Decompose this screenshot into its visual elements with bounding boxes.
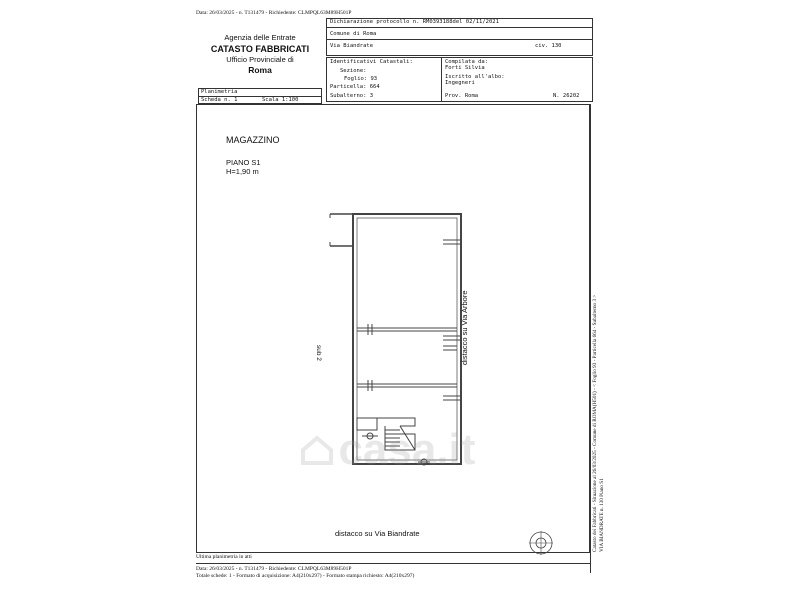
albo-label: Iscritto all'albo: — [445, 74, 505, 80]
agency-name: Agenzia delle Entrate — [224, 33, 296, 42]
catasto-title: CATASTO FABBRICATI — [210, 44, 310, 54]
foglio-value: Foglio: 93 — [344, 76, 378, 82]
albo-value: Ingegneri — [445, 80, 475, 86]
agency-block — [196, 24, 324, 75]
footer-data-line: Data: 26/03/2025 - n. T131479 - Richiedente: CLMPQL63M89H501P — [196, 566, 352, 572]
last-plan-note: Ultima planimetria in atti — [196, 554, 252, 560]
footer-divider — [196, 563, 590, 564]
north-arrow-icon — [527, 529, 555, 557]
scheda-label: Scheda n. 1 — [201, 97, 238, 103]
right-margin-line — [590, 104, 591, 573]
civic-number: civ. 130 — [535, 43, 562, 49]
bottom-distance-label: distacco su Via Biandrate — [335, 529, 420, 538]
scale-label: Scala 1:100 — [262, 97, 299, 103]
right-distance-label: distacco su Via Arbore — [460, 290, 469, 365]
divider — [326, 39, 593, 40]
compiled-title: Compilata da: — [445, 59, 489, 65]
watermark — [300, 425, 475, 475]
height-label: H=1,90 m — [226, 167, 259, 176]
side-address-text: VIA BIANDRATE n. 130 Piano S1 — [599, 478, 605, 552]
divider — [326, 27, 593, 28]
identifiers-title: Identificativi Catastali: — [330, 59, 413, 65]
office-city: Roma — [248, 65, 272, 75]
office-label: Ufficio Provinciale di — [226, 55, 294, 64]
particella-value: Particella: 664 — [330, 84, 380, 90]
protocol-line: Dichiarazione protocollo n. RM0393188del 02/11/2021 — [330, 19, 499, 25]
room-name: MAGAZZINO — [226, 135, 280, 145]
street-line: Via Biandrate — [330, 43, 374, 49]
floor-label: PIANO S1 — [226, 158, 261, 167]
comune-line: Comune di Roma — [330, 31, 377, 37]
registration-number: N. 26202 — [553, 93, 580, 99]
header-request-line: Data: 26/03/2025 - n. T131479 - Richiedente: CLMPQL63M89H501P — [196, 10, 352, 16]
side-situation-text: Catasto dei Fabbricati - Situazione al 26/03/2025 - Comune di ROMA(H501) - < Foglio 93 - Particella 664 - Subalterno 3 > — [592, 294, 598, 552]
planimetria-label: Planimetria — [201, 89, 238, 95]
footer-schede-line: Totale schede: 1 - Formato di acquisizione: A4(210x297) - Formato stampa richiesto: A4(210x297) — [196, 573, 415, 579]
compiler-name: Forti Silvia — [445, 65, 485, 71]
subalterno-value: Subalterno: 3 — [330, 93, 374, 99]
sezione-label: Sezione: — [340, 68, 367, 74]
divider — [441, 57, 442, 102]
watermark-text: casa.it — [338, 425, 476, 474]
province: Prov. Roma — [445, 93, 479, 99]
watermark-house-icon — [300, 435, 334, 465]
sub-label: sub 2 — [315, 345, 322, 361]
